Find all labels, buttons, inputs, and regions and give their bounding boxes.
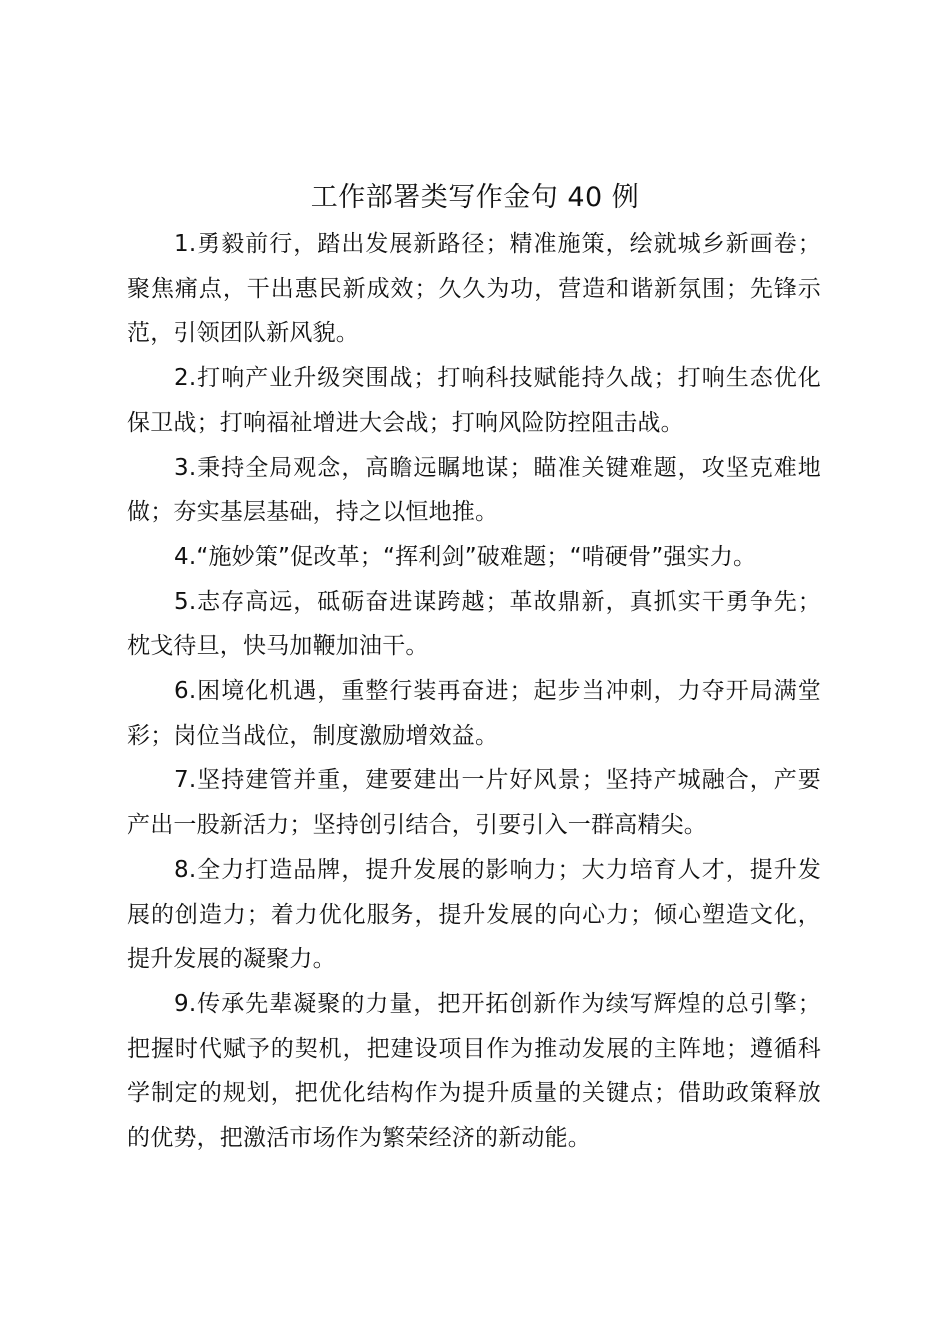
paragraph-2: 2.打响产业升级突围战；打响科技赋能持久战；打响生态优化保卫战；打响福祉增进大会战；打响风险防控阻击战。: [127, 365, 821, 436]
paragraph-1: 1.勇毅前行，踏出发展新路径；精准施策，绘就城乡新画卷；聚焦痛点，干出惠民新成效；久久为功，营造和谐新氛围；先锋示范，引领团队新风貌。: [127, 231, 821, 347]
paragraph-3: 3.秉持全局观念，高瞻远瞩地谋；瞄准关键难题，攻坚克难地做；夯实基层基础，持之以恒地推。: [127, 454, 821, 526]
paragraph-8: 8.全力打造品牌，提升发展的影响力；大力培育人才，提升发展的创造力；着力优化服务，提升发展的向心力；倾心塑造文化，提升发展的凝聚力。: [127, 856, 821, 973]
paragraph-7: 7.坚持建管并重，建要建出一片好风景；坚持产城融合，产要产出一股新活力；坚持创引结合，引要引入一群高精尖。: [127, 767, 821, 839]
document-body: [127, 222, 821, 1161]
paragraph-6: 6.困境化机遇，重整行装再奋进；起步当冲刺，力夺开局满堂彩；岗位当战位，制度激励增效益。: [127, 678, 821, 749]
paragraph-9: 9.传承先辈凝聚的力量，把开拓创新作为续写辉煌的总引擎；把握时代赋予的契机，把建设项目作为推动发展的主阵地；遵循科学制定的规划，把优化结构作为提升质量的关键点；借助政策释放的优势，把激活市场作为繁荣经济的新动能。: [127, 990, 821, 1152]
paragraph-4: 4.“施妙策”促改革；“挥利剑”破难题；“啃硬骨”强实力。: [174, 543, 757, 570]
document-title: 工作部署类写作金句 40 例: [310, 182, 640, 213]
paragraph-5: 5.志存高远，砥砺奋进谋跨越；革故鼎新，真抓实干勇争先；枕戈待旦，快马加鞭加油干。: [127, 588, 821, 660]
